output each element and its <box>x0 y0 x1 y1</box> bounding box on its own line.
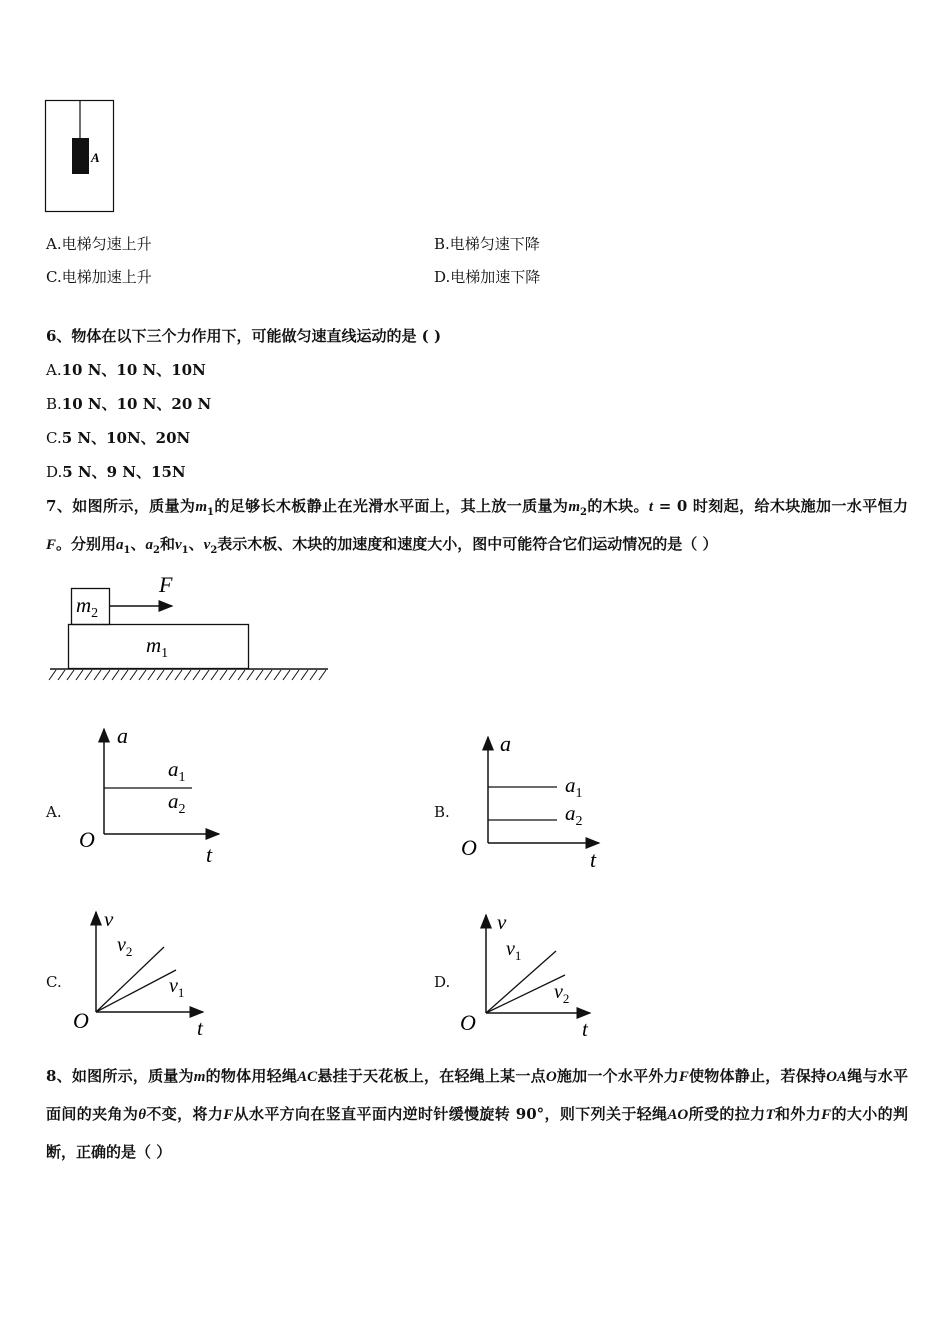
graph-d-label-1: $v_1$ <box>506 938 522 963</box>
graph-b-x-label: t <box>590 847 597 872</box>
graph-a-y-label: a <box>117 723 128 748</box>
option-text: 5 N、10N、20N <box>61 429 191 447</box>
graph-b-label-1: $a_1$ <box>565 773 583 801</box>
force-label: F <box>159 572 173 597</box>
graph-c-label-1: $v_2$ <box>117 934 133 959</box>
option-text: 10 N、10 N、10N <box>61 361 206 379</box>
graph-a-x-label: t <box>206 842 213 867</box>
graph-a-letter[interactable]: A. <box>46 803 62 821</box>
graph-d-label-2: $v_2$ <box>554 981 570 1006</box>
graph-d-origin: O <box>460 1010 476 1035</box>
graph-c <box>73 907 204 1040</box>
graph-d-x-label: t <box>582 1017 588 1041</box>
board-m1-label: $m_1$ <box>146 633 169 661</box>
graph-b-origin: O <box>461 835 477 860</box>
option-letter: B. <box>46 395 62 413</box>
option-text: 10 N、10 N、20 N <box>61 395 212 413</box>
graph-d-y-label: v <box>497 910 507 934</box>
graph-a-label-2: $a_2$ <box>168 789 186 817</box>
graph-c-y-label: v <box>104 907 114 931</box>
graph-a <box>79 723 219 867</box>
option-letter: A. <box>46 235 62 253</box>
option-letter: D. <box>46 463 63 481</box>
graph-a-origin: O <box>79 827 95 852</box>
option-text: 5 N、9 N、15N <box>62 463 186 481</box>
graph-d <box>460 910 590 1041</box>
block-label: A <box>91 150 100 165</box>
graph-a-label-1: $a_1$ <box>168 757 186 785</box>
q6-stem: 6、物体在以下三个力作用下，可能做匀速直线运动的是 ( ) <box>46 327 442 345</box>
q7-stem: 7、如图所示，质量为$m_1$的足够长木板静止在光滑水平面上，其上放一质量为$m_2$的木块。t = 0 时刻起，给木块施加一水平恒力F。分别用$a_1$、$a_2$和$v_1$、$v_2$表示木板、木块的加速度和速度大小，图中可能符合它们运动情况的是（ ） <box>46 497 908 556</box>
graph-b-y-label: a <box>500 731 511 756</box>
graph-c-x-label: t <box>197 1016 203 1040</box>
option-letter: C. <box>46 429 62 447</box>
graph-c-letter[interactable]: C. <box>46 973 62 991</box>
option-text: 电梯加速上升 <box>61 268 152 286</box>
option-text: 电梯加速下降 <box>450 268 541 286</box>
graph-b-letter[interactable]: B. <box>434 803 450 821</box>
option-letter: C. <box>46 268 62 286</box>
option-text: 电梯匀速下降 <box>449 235 540 253</box>
graph-c-line-v1 <box>96 970 176 1012</box>
q8-stem: 8、如图所示，质量为m的物体用轻绳AC悬挂于天花板上，在轻绳上某一点O施加一个水平外力F使物体静止，若保持OA绳与水平面间的夹角为θ不变，将力F从水平方向在竖直平面内逆时针缓慢旋转 90°，则下列关于轻绳AO所受的拉力T和外力F的大小的判断，正确的是（ ） <box>46 1067 908 1161</box>
graph-c-label-2: $v_1$ <box>169 975 185 1000</box>
option-letter: D. <box>434 268 451 286</box>
option-text: 电梯匀速上升 <box>61 235 152 253</box>
graph-d-letter[interactable]: D. <box>434 973 451 991</box>
graph-c-origin: O <box>73 1008 89 1033</box>
option-letter: A. <box>46 361 62 379</box>
option-letter: B. <box>434 235 450 253</box>
block-m2-label: $m_2$ <box>76 593 99 621</box>
graph-b <box>461 731 599 872</box>
graph-b-label-2: $a_2$ <box>565 801 583 829</box>
